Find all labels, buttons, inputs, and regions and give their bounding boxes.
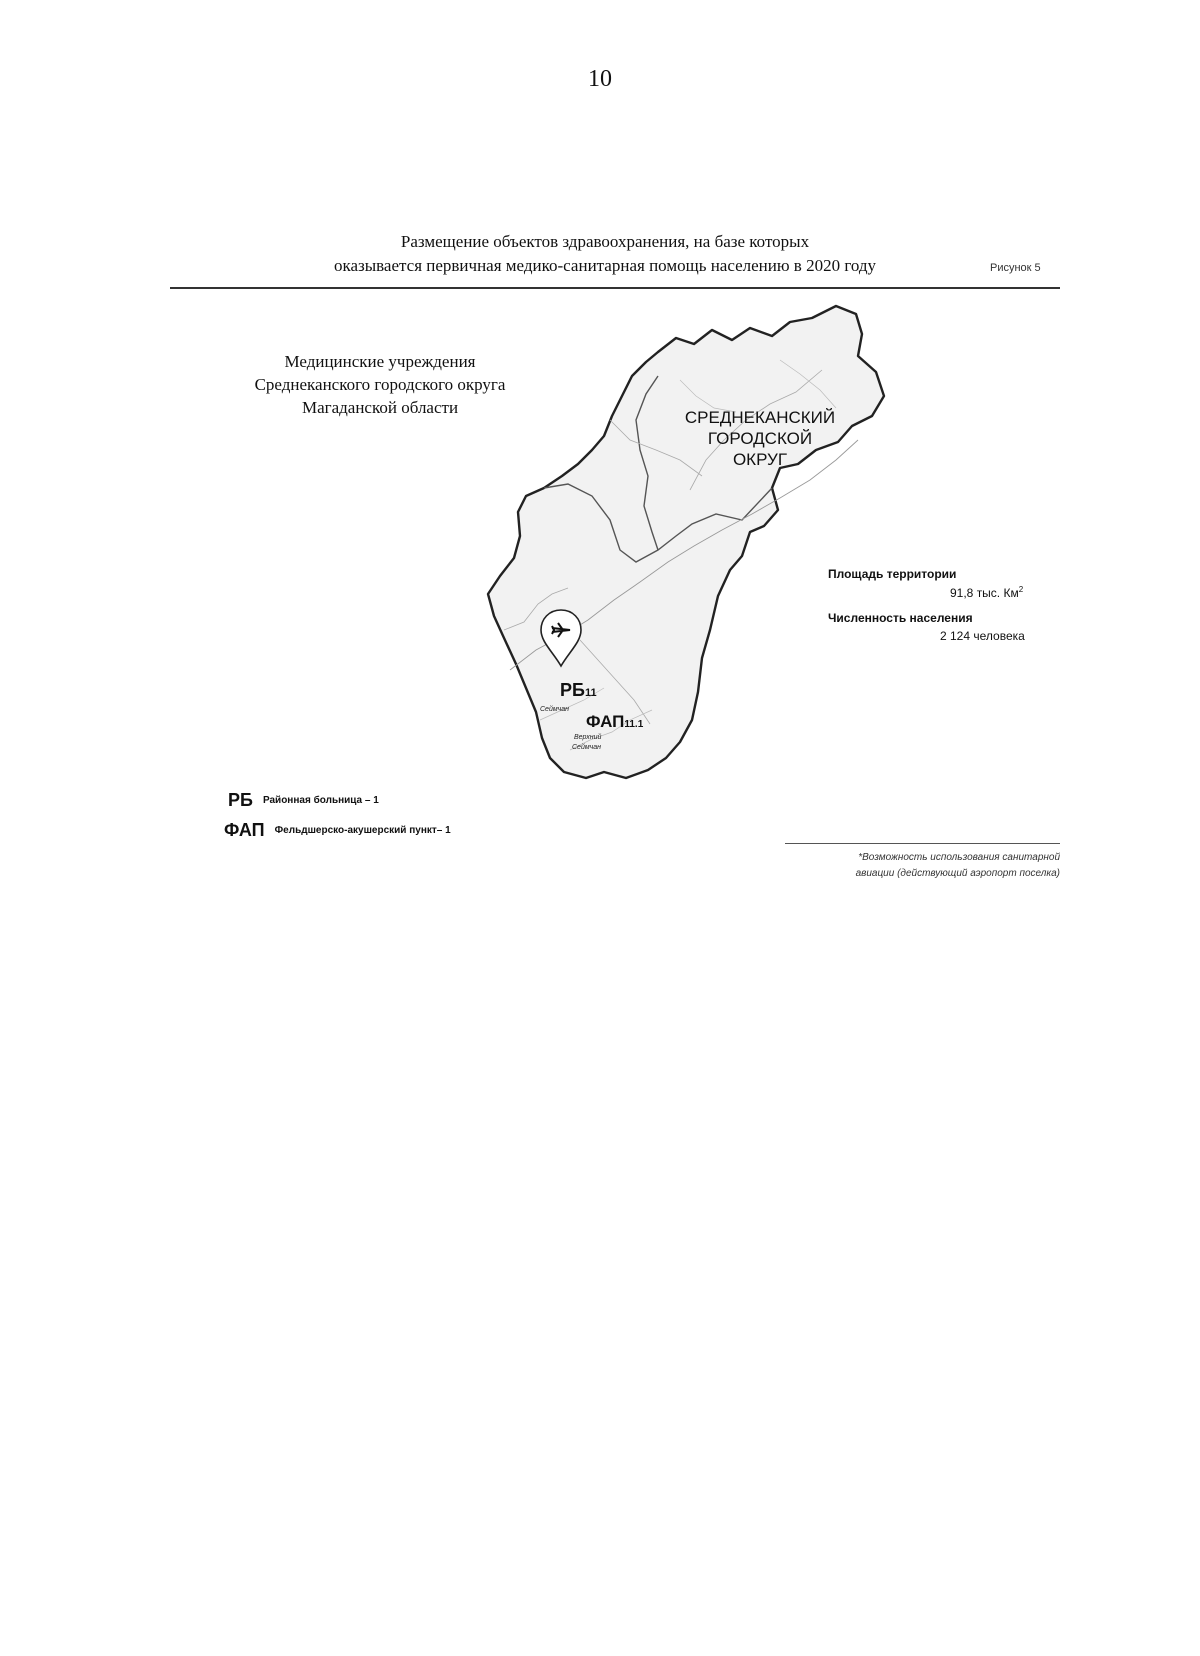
footnote-rule xyxy=(785,843,1060,844)
legend-rb-text: Районная больница – 1 xyxy=(262,795,379,806)
footnote xyxy=(790,850,1060,882)
settlement-seymchan: Сеймчан xyxy=(540,706,570,713)
legend-fap-mark: ФАП xyxy=(224,820,265,840)
fap-marker-label: ФАП xyxy=(586,712,625,731)
map-caption xyxy=(240,350,520,419)
rb-marker-label: РБ xyxy=(560,680,585,700)
region-name-line2: ГОРОДСКОЙ xyxy=(707,429,813,448)
fap-marker xyxy=(586,712,643,732)
region-map xyxy=(480,300,940,820)
area-value-text: 91,8 тыс. Км xyxy=(950,586,1019,600)
figure-title-line2: оказывается первичная медико-санитарная помощь населению в 2020 году xyxy=(333,256,877,275)
rb-marker xyxy=(560,680,597,701)
footnote-line2: авиации (действующий аэропорт поселка) xyxy=(855,868,1060,879)
area-unit-sup: 2 xyxy=(1018,585,1024,594)
settlement-verkhniy-line1: Верхний xyxy=(574,734,602,741)
legend-fap xyxy=(224,820,451,841)
rb-marker-index: 11 xyxy=(584,687,597,699)
map-caption-line2: Среднеканского городского округа xyxy=(254,375,506,394)
title-rule xyxy=(170,287,1060,289)
figure-label: Рисунок 5 xyxy=(990,262,1041,274)
area-label: Площадь территории xyxy=(828,567,957,581)
page-number: 10 xyxy=(588,66,612,92)
legend-rb-mark: РБ xyxy=(228,790,253,810)
population-value: 2 124 человека xyxy=(940,629,1025,643)
legend-rb xyxy=(228,790,379,811)
population-label: Численность населения xyxy=(828,611,973,625)
region-name-line3: ОКРУГ xyxy=(732,450,788,469)
legend-fap-text: Фельдшерско-акушерский пункт– 1 xyxy=(274,825,451,836)
area-value xyxy=(950,585,1023,600)
figure-title-line1: Размещение объектов здравоохранения, на базе которых xyxy=(400,232,810,251)
map-caption-line1: Медицинские учреждения xyxy=(284,352,476,371)
fap-marker-index: 11.1 xyxy=(624,719,644,730)
region-name-line1: СРЕДНЕКАНСКИЙ xyxy=(684,408,836,427)
footnote-line1: *Возможность использования санитарной xyxy=(858,852,1060,863)
figure-title xyxy=(300,230,910,278)
settlement-verkhniy-line2: Сеймчан xyxy=(572,744,602,751)
map-caption-line3: Магаданской области xyxy=(301,398,459,417)
